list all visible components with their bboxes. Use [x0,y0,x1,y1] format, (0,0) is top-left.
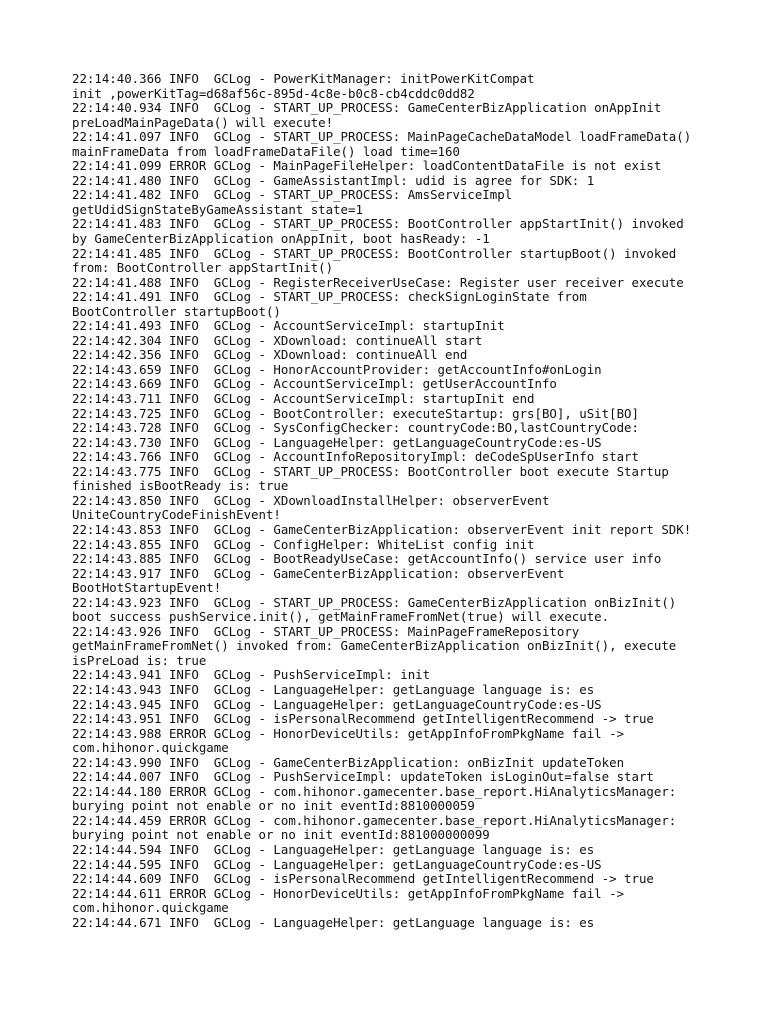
log-line: 22:14:41.493 INFO GCLog - AccountServiceImpl: startupInit [72,318,505,334]
log-line: 22:14:43.945 INFO GCLog - LanguageHelper: getLanguageCountryCode:es-US [72,696,602,712]
log-line: 22:14:43.766 INFO GCLog - AccountInfoRepositoryImpl: deCodeSpUserInfo start [72,449,639,465]
log-line: BootController startupBoot() [72,303,281,319]
log-line: UniteCountryCodeFinishEvent! [72,507,281,523]
log-line: by GameCenterBizApplication onAppInit, boot hasReady: -1 [72,231,490,247]
log-line: 22:14:40.934 INFO GCLog - START_UP_PROCESS: GameCenterBizApplication onAppInit [72,100,662,116]
log-line: burying point not enable or no init eventId:8810000059 [72,798,475,814]
log-line: 22:14:41.097 INFO GCLog - START_UP_PROCESS: MainPageCacheDataModel loadFrameData() [72,129,692,145]
log-line: 22:14:44.671 INFO GCLog - LanguageHelper: getLanguage language is: es [72,914,595,930]
log-line: 22:14:43.711 INFO GCLog - AccountServiceImpl: startupInit end [72,391,535,407]
log-line: 22:14:43.917 INFO GCLog - GameCenterBizApplication: observerEvent [72,565,565,581]
log-line: preLoadMainPageData() will execute! [72,114,334,130]
log-line: 22:14:43.853 INFO GCLog - GameCenterBizApplication: observerEvent init report SDK! [72,521,692,537]
log-line: com.hihonor.quickgame [72,740,229,756]
log-line: 22:14:43.951 INFO GCLog - isPersonalRecommend getIntelligentRecommend -> true [72,711,654,727]
log-line: 22:14:43.775 INFO GCLog - START_UP_PROCESS: BootController boot execute Startup [72,463,669,479]
log-line: 22:14:43.669 INFO GCLog - AccountServiceImpl: getUserAccountInfo [72,376,557,392]
log-line: getUdidSignStateByGameAssistant state=1 [72,201,363,217]
log-line: 22:14:44.594 INFO GCLog - LanguageHelper: getLanguage language is: es [72,841,595,857]
log-line: 22:14:40.366 INFO GCLog - PowerKitManager: initPowerKitCompat [72,71,535,86]
log-line: burying point not enable or no init eventId:881000000099 [72,827,490,843]
log-line: 22:14:43.730 INFO GCLog - LanguageHelper: getLanguageCountryCode:es-US [72,434,602,450]
log-line: isPreLoad is: true [72,652,207,668]
log-line: 22:14:44.180 ERROR GCLog - com.hihonor.gamecenter.base_report.HiAnalyticsManager: [72,783,677,799]
log-line: 22:14:42.356 INFO GCLog - XDownload: continueAll end [72,347,468,363]
log-line: 22:14:44.609 INFO GCLog - isPersonalRecommend getIntelligentRecommend -> true [72,871,654,887]
log-line: 22:14:41.480 INFO GCLog - GameAssistantImpl: udid is agree for SDK: 1 [72,172,595,188]
log-line: 22:14:43.926 INFO GCLog - START_UP_PROCESS: MainPageFrameRepository [72,623,580,639]
log-line: 22:14:43.941 INFO GCLog - PushServiceImpl: init [72,667,431,683]
log-document [72,72,712,930]
log-line: 22:14:43.885 INFO GCLog - BootReadyUseCase: getAccountInfo() service user info [72,551,662,567]
log-line: 22:14:41.491 INFO GCLog - START_UP_PROCESS: checkSignLoginState from [72,289,587,305]
log-line: finished isBootReady is: true [72,478,289,494]
log-line: 22:14:42.304 INFO GCLog - XDownload: continueAll start [72,332,483,348]
log-line: 22:14:44.611 ERROR GCLog - HonorDeviceUtils: getAppInfoFromPkgName fail -> [72,885,625,901]
log-line: BootHotStartupEvent! [72,580,222,596]
log-line: 22:14:43.725 INFO GCLog - BootController: executeStartup: grs[BO], uSit[BO] [72,405,639,421]
log-line: 22:14:41.482 INFO GCLog - START_UP_PROCESS: AmsServiceImpl [72,187,513,203]
log-line: 22:14:43.850 INFO GCLog - XDownloadInstallHelper: observerEvent [72,492,550,508]
log-line: from: BootController appStartInit() [72,260,334,276]
log-line: 22:14:44.459 ERROR GCLog - com.hihonor.gamecenter.base_report.HiAnalyticsManager: [72,812,677,828]
log-line: 22:14:41.483 INFO GCLog - START_UP_PROCESS: BootController appStartInit() invoked [72,216,684,232]
log-line: 22:14:44.007 INFO GCLog - PushServiceImpl: updateToken isLoginOut=false start [72,769,654,785]
log-line: 22:14:44.595 INFO GCLog - LanguageHelper: getLanguageCountryCode:es-US [72,856,602,872]
log-line: 22:14:43.659 INFO GCLog - HonorAccountProvider: getAccountInfo#onLogin [72,361,602,377]
log-line: getMainFrameFromNet() invoked from: GameCenterBizApplication onBizInit(), execute [72,638,677,654]
log-line: 22:14:41.099 ERROR GCLog - MainPageFileHelper: loadContentDataFile is not exist [72,158,662,174]
log-line: mainFrameData from loadFrameDataFile() load time=160 [72,143,460,159]
log-line: 22:14:41.488 INFO GCLog - RegisterReceiverUseCase: Register user receiver execute [72,274,684,290]
log-line: 22:14:43.990 INFO GCLog - GameCenterBizApplication: onBizInit updateToken [72,754,625,770]
log-line: com.hihonor.quickgame [72,900,229,916]
log-line: boot success pushService.init(), getMainFrameFromNet(true) will execute. [72,609,610,625]
log-line: 22:14:43.728 INFO GCLog - SysConfigChecker: countryCode:BO,lastCountryCode: [72,420,639,436]
log-line: 22:14:43.988 ERROR GCLog - HonorDeviceUtils: getAppInfoFromPkgName fail -> [72,725,625,741]
log-line: init ,powerKitTag=d68af56c-895d-4c8e-b0c8-cb4cddc0dd82 [72,85,475,101]
log-line: 22:14:43.943 INFO GCLog - LanguageHelper: getLanguage language is: es [72,681,595,697]
log-line: 22:14:43.855 INFO GCLog - ConfigHelper: WhiteList config init [72,536,535,552]
log-line: 22:14:43.923 INFO GCLog - START_UP_PROCESS: GameCenterBizApplication onBizInit() [72,594,677,610]
log-line: 22:14:41.485 INFO GCLog - START_UP_PROCESS: BootController startupBoot() invoked [72,245,677,261]
